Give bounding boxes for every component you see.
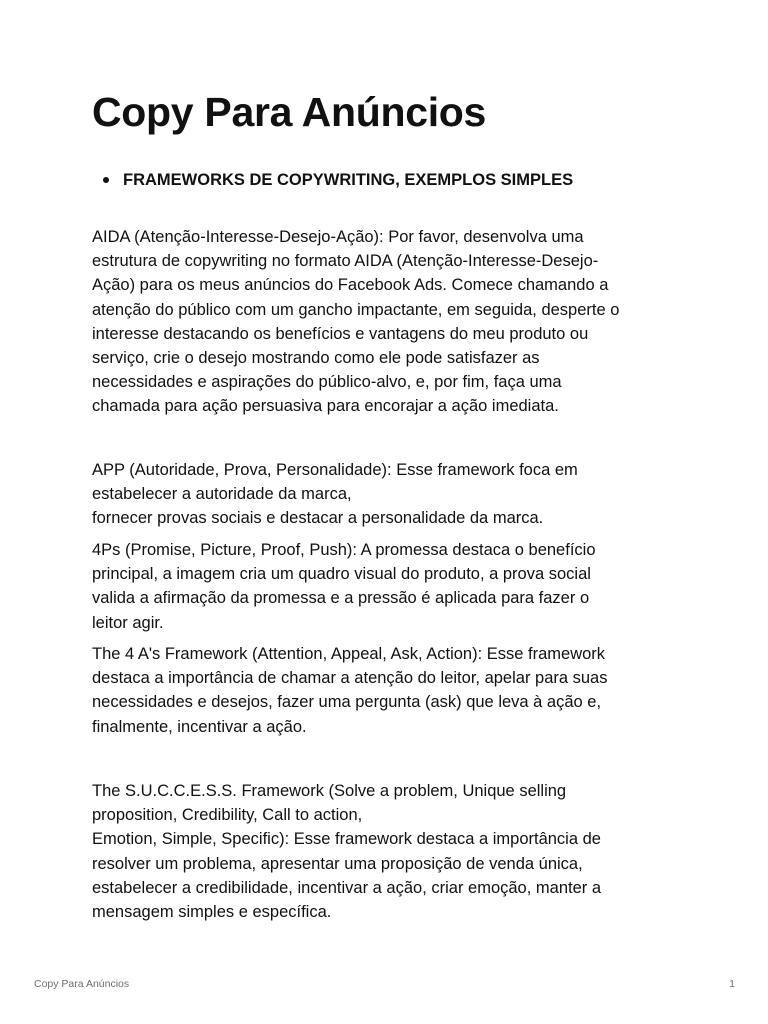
text-line: finalmente, incentivar a ação. <box>92 717 307 736</box>
text-line: 4Ps (Promise, Picture, Proof, Push): A promessa destaca o benefício <box>92 541 596 559</box>
text-line: fornecer provas sociais e destacar a personalidade da marca. <box>92 509 544 528</box>
text-line: The S.U.C.C.E.S.S. Framework (Solve a problem, Unique selling <box>92 782 567 800</box>
page-title: Copy Para Anúncios <box>92 89 487 135</box>
text-line: atenção do público com um gancho impactante, em seguida, desperte o <box>92 300 620 319</box>
text-line: APP (Autoridade, Prova, Personalidade): Esse framework foca em <box>92 461 578 479</box>
text-line: chamada para ação persuasiva para encorajar a ação imediata. <box>92 397 559 416</box>
list-item <box>92 168 573 192</box>
text-line: Ação) para os meus anúncios do Facebook Ads. Comece chamando a <box>92 276 609 295</box>
text-line: necessidades e aspirações do público-alvo, e, por fim, faça uma <box>92 373 562 392</box>
text-line: destaca a importância de chamar a atenção do leitor, apelar para suas <box>92 669 608 688</box>
text-line: estabelecer a credibilidade, incentivar a ação, criar emoção, manter a <box>92 878 602 897</box>
text-line: serviço, crie o desejo mostrando como ele pode satisfazer as <box>92 349 540 368</box>
bullet-dot-icon <box>103 177 109 183</box>
text-line: AIDA (Atenção-Interesse-Desejo-Ação): Por favor, desenvolva uma <box>92 228 584 246</box>
paragraph-4ps <box>92 538 692 635</box>
paragraph-success <box>92 779 692 924</box>
text-line: leitor agir. <box>92 613 164 632</box>
text-line: proposition, Credibility, Call to action, <box>92 806 363 825</box>
text-line: valida a afirmação da promessa e a pressão é aplicada para fazer o <box>92 589 590 608</box>
footer-document-name: Copy Para Anúncios <box>34 978 130 990</box>
text-line: mensagem simples e específica. <box>92 903 332 922</box>
text-line: The 4 A's Framework (Attention, Appeal, Ask, Action): Esse framework <box>92 645 606 663</box>
text-line: estabelecer a autoridade da marca, <box>92 485 352 504</box>
bullet-text: FRAMEWORKS DE COPYWRITING, EXEMPLOS SIMPLES <box>123 171 574 189</box>
paragraph-app <box>92 458 692 531</box>
text-line: Emotion, Simple, Specific): Esse framework destaca a importância de <box>92 830 601 849</box>
text-line: principal, a imagem cria um quadro visual do produto, a prova social <box>92 565 591 584</box>
text-line: estrutura de copywriting no formato AIDA (Atenção-Interesse-Desejo- <box>92 252 599 271</box>
text-line: necessidades e desejos, fazer uma pergunta (ask) que leva à ação e, <box>92 693 602 712</box>
text-line: resolver um problema, apresentar uma proposição de venda única, <box>92 854 583 873</box>
bullet-list <box>92 168 573 192</box>
paragraph-aida <box>92 225 692 419</box>
footer-page-number: 1 <box>729 978 735 990</box>
text-line: interesse destacando os benefícios e vantagens do meu produto ou <box>92 324 589 343</box>
paragraph-4as <box>92 642 692 739</box>
